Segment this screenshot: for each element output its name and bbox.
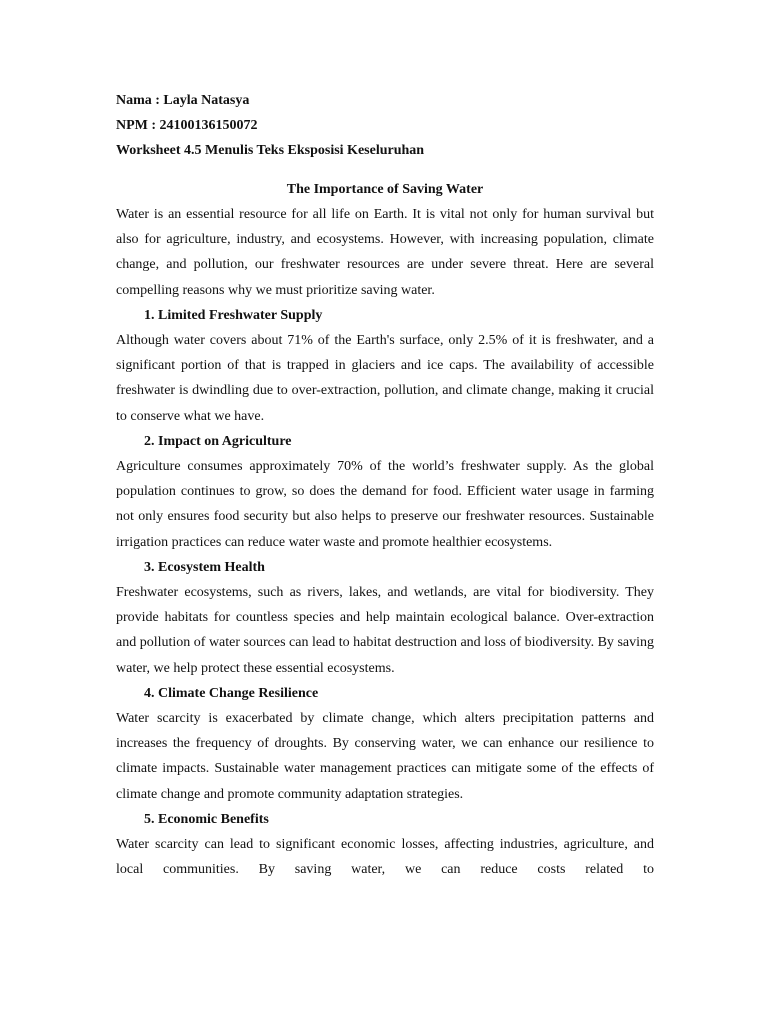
section-paragraph: Water scarcity is exacerbated by climate change, which alters precipitation patterns and increases the frequency of droughts. By conserving water, we can enhance our resilience to climate impacts. Sustainable water management practices can mitigate some of the effects of climate change and promote community adaptation strategies. <box>116 711 654 802</box>
section-paragraph: Although water covers about 71% of the Earth's surface, only 2.5% of it is freshwater, and a significant portion of that is trapped in glaciers and ice caps. The availability of accessible freshwater is dwindling due to over-extraction, pollution, and climate change, making it crucial to conserve what we have. <box>116 333 654 424</box>
document-title: The Importance of Saving Water <box>286 182 484 197</box>
section-heading: 3. Ecosystem Health <box>144 559 265 575</box>
document-page <box>116 88 654 882</box>
student-npm: NPM : 24100136150072 <box>116 118 258 133</box>
section-paragraph: Freshwater ecosystems, such as rivers, lakes, and wetlands, are vital for biodiversity. They provide habitats for countless species and help maintain ecological balance. Over-extraction and pollution of water sources can lead to habitat destruction and loss of biodiversity. By saving water, we help protect these essential ecosystems. <box>116 585 654 676</box>
worksheet-title: Worksheet 4.5 Menulis Teks Eksposisi Keseluruhan <box>116 143 425 158</box>
section-heading: 1. Limited Freshwater Supply <box>144 307 323 323</box>
intro-paragraph: Water is an essential resource for all life on Earth. It is vital not only for human survival but also for agriculture, industry, and ecosystems. However, with increasing population, climate change, and pollution, our freshwater resources are under severe threat. Here are several compelling reasons why we must prioritize saving water. <box>116 207 654 298</box>
section-paragraph: Water scarcity can lead to significant economic losses, affecting industries, agriculture, and local communities. By saving water, we can reduce costs related to <box>116 837 654 878</box>
section-heading: 4. Climate Change Resilience <box>144 685 319 701</box>
section-paragraph: Agriculture consumes approximately 70% of the world’s freshwater supply. As the global population continues to grow, so does the demand for food. Efficient water usage in farming not only ensures food security but also helps to preserve our freshwater resources. Sustainable irrigation practices can reduce water waste and promote healthier ecosystems. <box>116 459 654 550</box>
student-name: Nama : Layla Natasya <box>116 93 250 108</box>
section-heading: 5. Economic Benefits <box>144 811 269 827</box>
section-heading: 2. Impact on Agriculture <box>144 433 292 449</box>
